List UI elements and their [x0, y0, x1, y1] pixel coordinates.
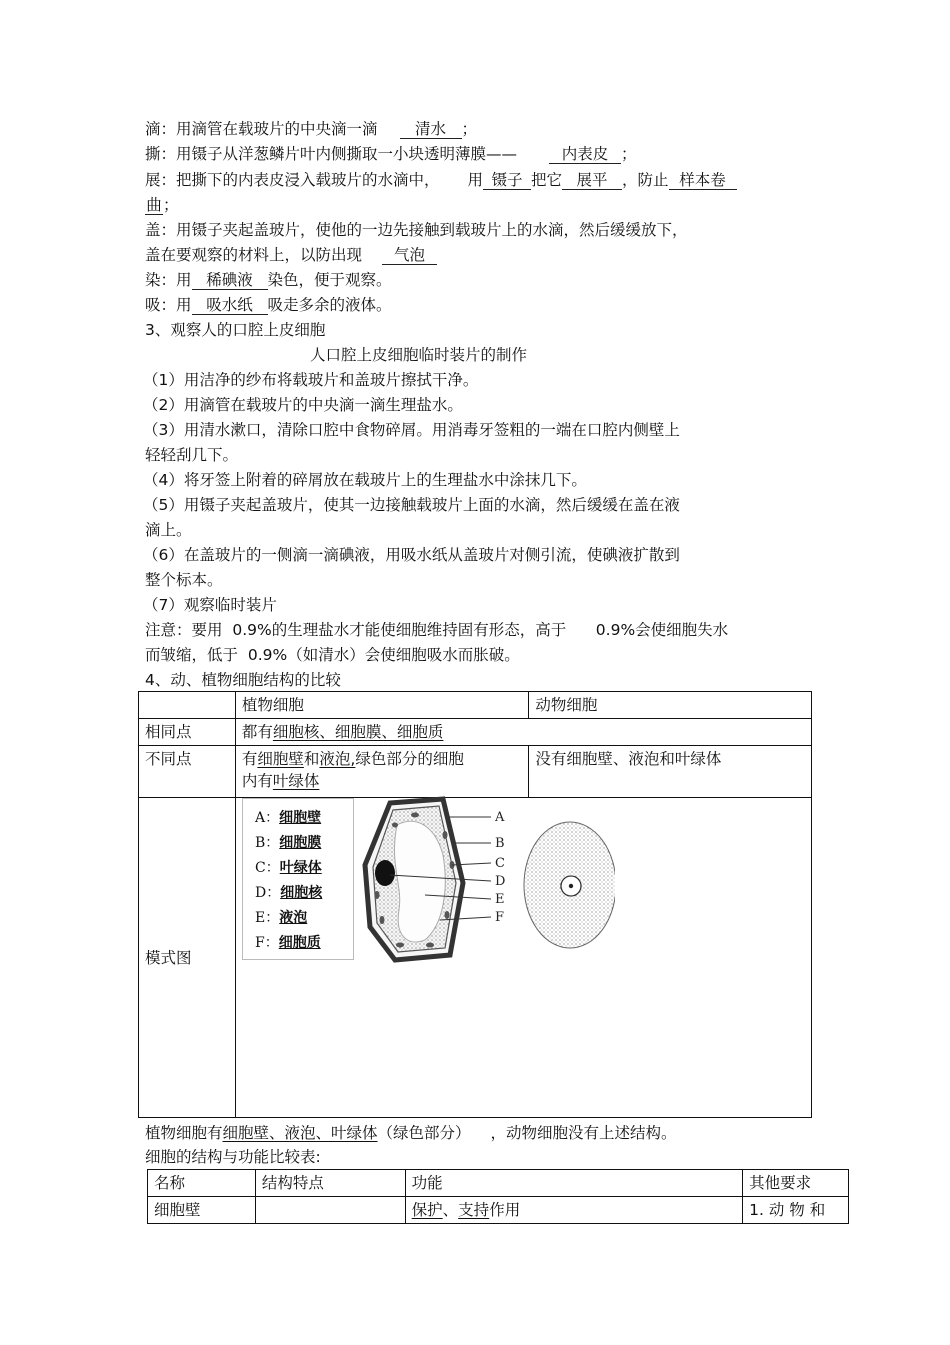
diagram-label: D: [495, 874, 506, 889]
blank-tear: 内表皮: [549, 145, 621, 164]
chloroplast: [411, 813, 419, 818]
step-absorb: 吸：用 吸水纸 吸走多余的液体。: [145, 296, 392, 314]
diagram-label: A: [495, 810, 505, 825]
blank-drip: 清水: [400, 120, 462, 139]
func-table-title: 细胞的结构与功能比较表:: [145, 1148, 321, 1166]
header-structure: 结构特点: [255, 1170, 405, 1197]
table-row-structure: [255, 1197, 405, 1224]
section4-heading: 4、动、植物细胞结构的比较: [145, 671, 341, 689]
animal-nucleolus: [569, 884, 573, 888]
diagram-label: C: [495, 856, 505, 871]
blank-flatten: 展平: [562, 171, 622, 190]
chloroplast: [392, 823, 398, 828]
chloroplast: [445, 911, 450, 919]
header-function: 功能: [405, 1170, 742, 1197]
chloroplast: [443, 831, 448, 839]
cell-diagram: [355, 795, 615, 965]
diff-plant: 有细胞壁和液泡,绿色部分的细胞 内有叶绿体: [235, 746, 529, 798]
procedure-item: （4）将牙签上附着的碎屑放在载玻片上的生理盐水中涂抹几下。: [143, 471, 587, 489]
header-other: 其他要求: [743, 1170, 849, 1197]
step-cover-1: 盖：用镊子夹起盖玻片，使他的一边先接触到载玻片上的水滴，然后缓缓放下，: [145, 221, 688, 239]
procedure-item: （3）用清水漱口，清除口腔中食物碎屑。用消毒牙签粗的一端在口腔内侧壁上: [143, 421, 680, 439]
blank-iodine: 稀碘液: [192, 271, 268, 290]
procedure-item: （6）在盖玻片的一侧滴一滴碘液，用吸水纸从盖玻片对侧引流，使碘液扩散到: [143, 546, 680, 564]
row-diagram: 模式图: [139, 798, 236, 1118]
row-diff: 不同点: [139, 746, 236, 798]
table-row-function: 保护、支持作用: [405, 1197, 742, 1224]
blank-curl-a: 样本卷: [669, 171, 737, 190]
procedure-item: （2）用滴管在载玻片的中央滴一滴生理盐水。: [143, 396, 463, 414]
procedure-item: （5）用镊子夹起盖玻片，使其一边接触载玻片上面的水滴，然后缓缓在盖在液: [143, 496, 680, 514]
legend-item: E：液泡: [255, 910, 308, 926]
col-animal: 动物细胞: [529, 692, 812, 719]
procedure-item: 整个标本。: [145, 571, 223, 589]
summary-line: 植物细胞有细胞壁、液泡、叶绿体（绿色部分） ，动物细胞没有上述结构。: [145, 1124, 677, 1142]
step-spread: 展：把撕下的内表皮浸入载玻片的水滴中， 用 镊子 把它 展平 ，防止 样本卷: [145, 169, 737, 191]
blank-curl-b: 曲: [146, 196, 162, 214]
same-value: 细胞核、细胞膜、细胞质: [272, 723, 444, 741]
step-tear: 撕：用镊子从洋葱鳞片叶内侧撕取一小块透明薄膜—— 内表皮 ；: [145, 145, 637, 163]
chloroplast: [380, 916, 385, 924]
procedure-item: 滴上。: [145, 521, 192, 539]
diagram-legend: [242, 798, 354, 960]
animal-cell: [524, 822, 615, 948]
blank-paper: 吸水纸: [192, 296, 268, 315]
procedure-item: （1）用洁净的纱布将载玻片和盖玻片擦拭干净。: [143, 371, 479, 389]
step-cover-2: 盖在要观察的材料上，以防出现 气泡: [145, 244, 437, 266]
step-spread-cont: 曲；: [146, 196, 179, 214]
chloroplast: [426, 943, 434, 948]
legend-item: B：细胞膜: [255, 835, 322, 851]
row-same: 相同点: [139, 719, 236, 746]
legend-item: F：细胞质: [255, 935, 321, 951]
header-name: 名称: [148, 1170, 256, 1197]
blank-bubble: 气泡: [382, 246, 437, 265]
blank-tweezers: 镊子: [483, 171, 531, 190]
same-content: 都有细胞核、细胞膜、细胞质: [235, 719, 811, 746]
legend-item: C：叶绿体: [255, 860, 322, 876]
structure-function-table: [147, 1169, 849, 1224]
procedure-item: 轻轻刮几下。: [145, 446, 239, 464]
section3-heading: 3、观察人的口腔上皮细胞: [145, 321, 326, 339]
chloroplast: [375, 891, 380, 899]
diff-animal: 没有细胞壁、液泡和叶绿体: [529, 746, 812, 798]
step-drip: 滴：用滴管在载玻片的中央滴一滴 清水 ；: [145, 120, 478, 138]
legend-item: D：细胞核: [255, 885, 323, 901]
plant-cell: [365, 799, 463, 960]
section3-subtitle: 人口腔上皮细胞临时装片的制作: [310, 346, 528, 364]
diagram-label: F: [495, 910, 505, 925]
plant-nucleus: [375, 860, 395, 886]
chloroplast: [396, 943, 404, 948]
diagram-label: B: [495, 836, 505, 851]
legend-item: A：细胞壁: [255, 810, 322, 826]
table-row-other: 1. 动 物 和: [743, 1197, 849, 1224]
note-line-1: 注意：要用 0.9%的生理盐水才能使细胞维持固有形态，高于 0.9%会使细胞失水: [145, 621, 729, 639]
note-line-2: 而皱缩，低于 0.9%（如清水）会使细胞吸水而胀破。: [145, 646, 520, 664]
table-row-name: 细胞壁: [148, 1197, 256, 1224]
procedure-item: （7）观察临时装片: [143, 596, 277, 614]
diagram-label: E: [495, 892, 505, 907]
col-plant: 植物细胞: [235, 692, 529, 719]
step-stain: 染：用 稀碘液 染色，便于观察。: [145, 271, 392, 289]
